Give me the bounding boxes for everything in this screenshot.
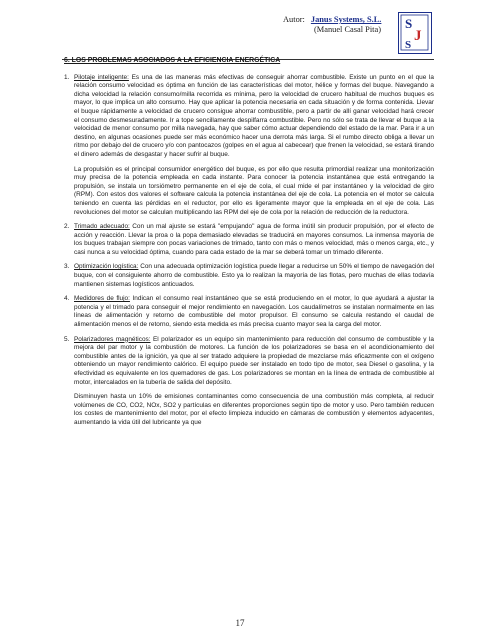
item-number: 5.	[64, 335, 70, 343]
author-label: Autor:	[283, 15, 305, 24]
list-item	[64, 295, 434, 329]
item-term: Trimado adecuado:	[74, 223, 130, 231]
item-number: 2.	[64, 223, 70, 231]
list-item	[64, 263, 434, 289]
list-item	[64, 223, 434, 257]
item-term: Optimización logística:	[74, 263, 139, 271]
paragraph: La propulsión es el principal consumidor energético del buque, es por ello que resulta primordial realizar una monitorización muy precisa de la potencia empleada en cada instante. Para conocer la potencia instantánea que está entregando la propulsión, se instala un torsiómetro permanente en el eje de cola, el cual mide el par instantáneo y la velocidad de giro (RPM). Con estos dos valores el software calcula la potencia instantánea del eje de cola. La potencia en el motor se calcula teniendo en cuenta las pérdidas en el reductor, por ello es ligeramente mayor que la empleada en el eje de cola. Las revoluciones del motor se calculan multiplicando las RPM del eje de cola por la relación de reducción de la reductora.	[74, 165, 434, 216]
author-name: (Manuel Casal Pita)	[314, 25, 381, 34]
section-title: 6. LOS PROBLEMAS ASOCIADOS A LA EFICIENCIA ENERGÉTICA	[64, 57, 281, 64]
item-body	[74, 336, 434, 388]
svg-text:S: S	[405, 16, 413, 31]
document-body	[64, 57, 434, 434]
item-number: 1.	[64, 73, 70, 81]
logo-mark	[399, 13, 430, 52]
svg-text:J: J	[414, 28, 422, 44]
list-item	[64, 336, 434, 388]
author-block	[283, 15, 382, 34]
item-text: Es una de las maneras más efectivas de conseguir ahorrar combustible. Existe un punto en el que la relación consumo velocidad es óptima en función de las características del motor, hélice y formas del buque. Navegando a dicha velocidad la relación consumo/milla recorrida es mínima, pero la velocidad de crucero habitual de muchos buques es mayor, lo que implica un alto consumo. Hay que aplicar la potencia necesaria en cada situación y de forma contenida. Llevar el buque rápidamente a velocidad de crucero consigue ahorrar combustible, pero a partir de allí ganar velocidad hará crecer el consumo desmesuradamente. Ir a tope sencillamente despilfarra combustible. Pero no sólo se trata de llevar el buque a la velocidad de menor consumo por milla navegada, hay que saber cómo actuar dependiendo del estado de la mar. Para ir a un destino, en algunas ocasiones puede ser más económico hacer una derrota más larga. Si el rumbo directo obliga a llevar un ritmo por debajo del de crucero y/o con pantocazos (golpes en el agua al cabecear) que frenen la velocidad, se estará tirando el dinero además de desgastar y hacer sufrir al buque.	[74, 73, 434, 158]
paragraph: Disminuyen hasta un 10% de emisiones contaminantes como consecuencia de una combustión más completa, al reducir volúmenes de CO, CO2, NOx, SO2 y partículas en diferentes proporciones según tipo de motor y uso. Pero también reducen los costes de mantenimiento del motor, por el efecto limpieza inducido en cámaras de combustión y elementos adyacentes, aumentando la vida útil del lubricante ya que	[74, 393, 434, 426]
item-body	[74, 263, 434, 289]
item-number: 3.	[64, 263, 70, 271]
page-header	[0, 10, 480, 58]
item-body	[74, 223, 434, 257]
item-body	[74, 74, 434, 160]
item-text: Con una adecuada optimización logística puede llegar a reducirse un 50% el tiempo de navegación del buque, con el consiguiente ahorro de combustible. Esto ya lo realizan la mayoría de las flotas, pero muchas de ellas todavía mantienen sistemas logísticos anticuados.	[74, 263, 435, 288]
item-term: Medidores de flujo:	[74, 295, 130, 303]
page-number: 17	[235, 618, 245, 628]
company-logo-icon	[398, 12, 432, 54]
item-body	[74, 295, 434, 329]
company-name: Janus Systems, S.L.	[310, 15, 382, 24]
item-text: Con un mal ajuste se estará "empujando" agua de forma inútil sin producir propulsión, por el efecto de acción y reacción. Llevar la proa o la popa demasiado elevadas se traducirá en mayores consumos. La inmensa mayoría de los buques trabajan siempre con pocas variaciones de trimado, tanto con más o menos velocidad, más o menos carga, etc., y casi nunca a su velocidad óptima, cuando para cada estado de la mar se deberá tomar un trimado diferente.	[74, 223, 435, 256]
item-term: Polarizadores magnéticos:	[74, 335, 151, 343]
item-text: El polarizador es un equipo sin mantenimiento para reducción del consumo de combustible y la mejora del par motor y la combustión de motores. La función de los polarizadores se basa en el acondicionamiento del combustible antes de la ignición, ya que al ser tratado adquiere la propiedad de mezclarse más eficazmente con el oxígeno obteniendo un mayor rendimiento calórico. El equipo puede ser instalado en todo tipo de motor, sea Diesel o gasolina, y la efectividad es equivalente en los quemadores de gas. Los polarizadores se montan en la línea de entrada de combustible al motor, intercalados en la tubería de salida del depósito.	[74, 335, 434, 386]
svg-text:S: S	[405, 39, 412, 51]
list-item	[64, 74, 434, 160]
item-number: 4.	[64, 295, 70, 303]
item-text: Indican el consumo real instantáneo que se está produciendo en el motor, lo que ayudará a ajustar la potencia y el trimado para conseguir el mejor rendimiento en navegación. Los caudalímetros se instalan normalmente en las líneas de alimentación y retorno de combustible del motor propulsor. El consumo se calcula restando el caudal de alimentación menos el de retorno, siendo esta medida es más precisa cuanto mayor sea la carga del motor.	[74, 295, 434, 329]
item-term: Pilotaje inteligente:	[74, 73, 129, 81]
